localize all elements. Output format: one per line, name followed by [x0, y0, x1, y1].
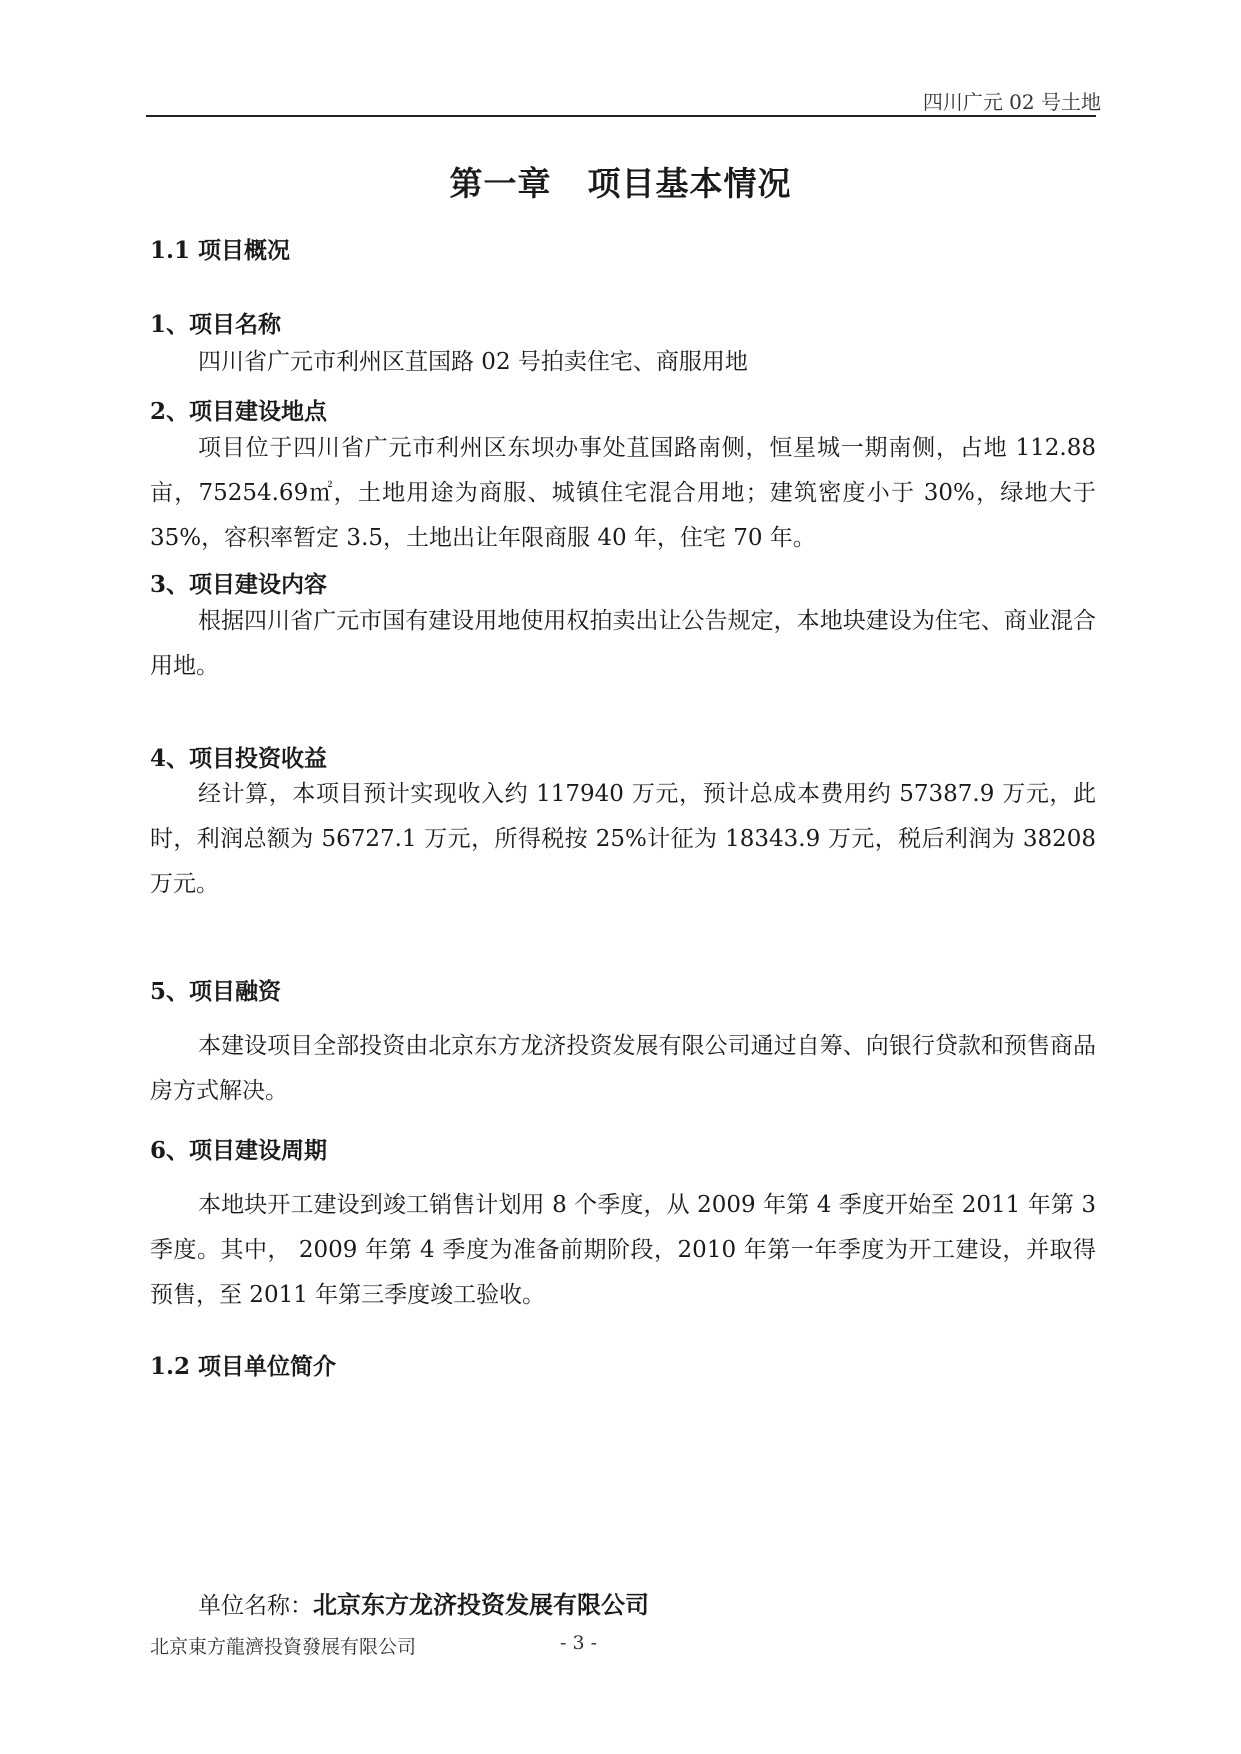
item-heading-returns: 4、项目投资收益: [150, 745, 328, 772]
chapter-number: 第一章: [449, 164, 552, 203]
item-body-location: 项目位于四川省广元市利州区东坝办事处苴国路南侧，恒星城一期南侧，占地 112.88 亩，75254.69㎡，土地用途为商服、城镇住宅混合用地；建筑密度小于 30%，绿地大于 35%，容积率暂定 3.5，土地出让年限商服 40 年，住宅 70 年。: [150, 435, 1096, 551]
chapter-name: 项目基本情况: [587, 164, 792, 203]
item-body-returns: 经计算，本项目预计实现收入约 117940 万元，预计总成本费用约 57387.9 万元，此时，利润总额为 56727.1 万元，所得税按 25%计征为 18343.9 万元，税后利润为 38208 万元。: [150, 781, 1096, 897]
unit-name-line: [198, 1585, 649, 1620]
item-heading-name: 1、项目名称: [150, 311, 282, 338]
section-heading-1-2: 1.2 项目单位简介: [150, 1353, 337, 1380]
running-header: 四川广元 02 号土地: [922, 90, 1101, 114]
item-heading-period: 6、项目建设周期: [150, 1137, 328, 1164]
item-body-financing: 本建设项目全部投资由北京东方龙济投资发展有限公司通过自筹、向银行贷款和预售商品房方式解决。: [150, 1033, 1096, 1104]
unit-name-label: 单位名称：: [198, 1593, 313, 1619]
unit-name-value: 北京东方龙济投资发展有限公司: [313, 1590, 649, 1619]
section-heading-1-1: 1.1 项目概况: [150, 237, 291, 264]
header-divider: [146, 115, 1096, 117]
item-heading-location: 2、项目建设地点: [150, 398, 328, 425]
chapter-title: [0, 158, 1241, 205]
item-body-name: 四川省广元市利州区苴国路 02 号拍卖住宅、商服用地: [198, 349, 748, 375]
item-heading-financing: 5、项目融资: [150, 978, 282, 1005]
page-number: - 3 -: [560, 1632, 598, 1654]
item-body-period: 本地块开工建设到竣工销售计划用 8 个季度，从 2009 年第 4 季度开始至 2011 年第 3 季度。其中， 2009 年第 4 季度为准备前期阶段，2010 年第一年季度为开工建设，并取得预售，至 2011 年第三季度竣工验收。: [150, 1192, 1096, 1308]
item-body-content: 根据四川省广元市国有建设用地使用权拍卖出让公告规定，本地块建设为住宅、商业混合用地。: [150, 608, 1096, 679]
footer-company: 北京東方龍濟投資發展有限公司: [150, 1636, 417, 1658]
item-heading-content: 3、项目建设内容: [150, 571, 328, 598]
